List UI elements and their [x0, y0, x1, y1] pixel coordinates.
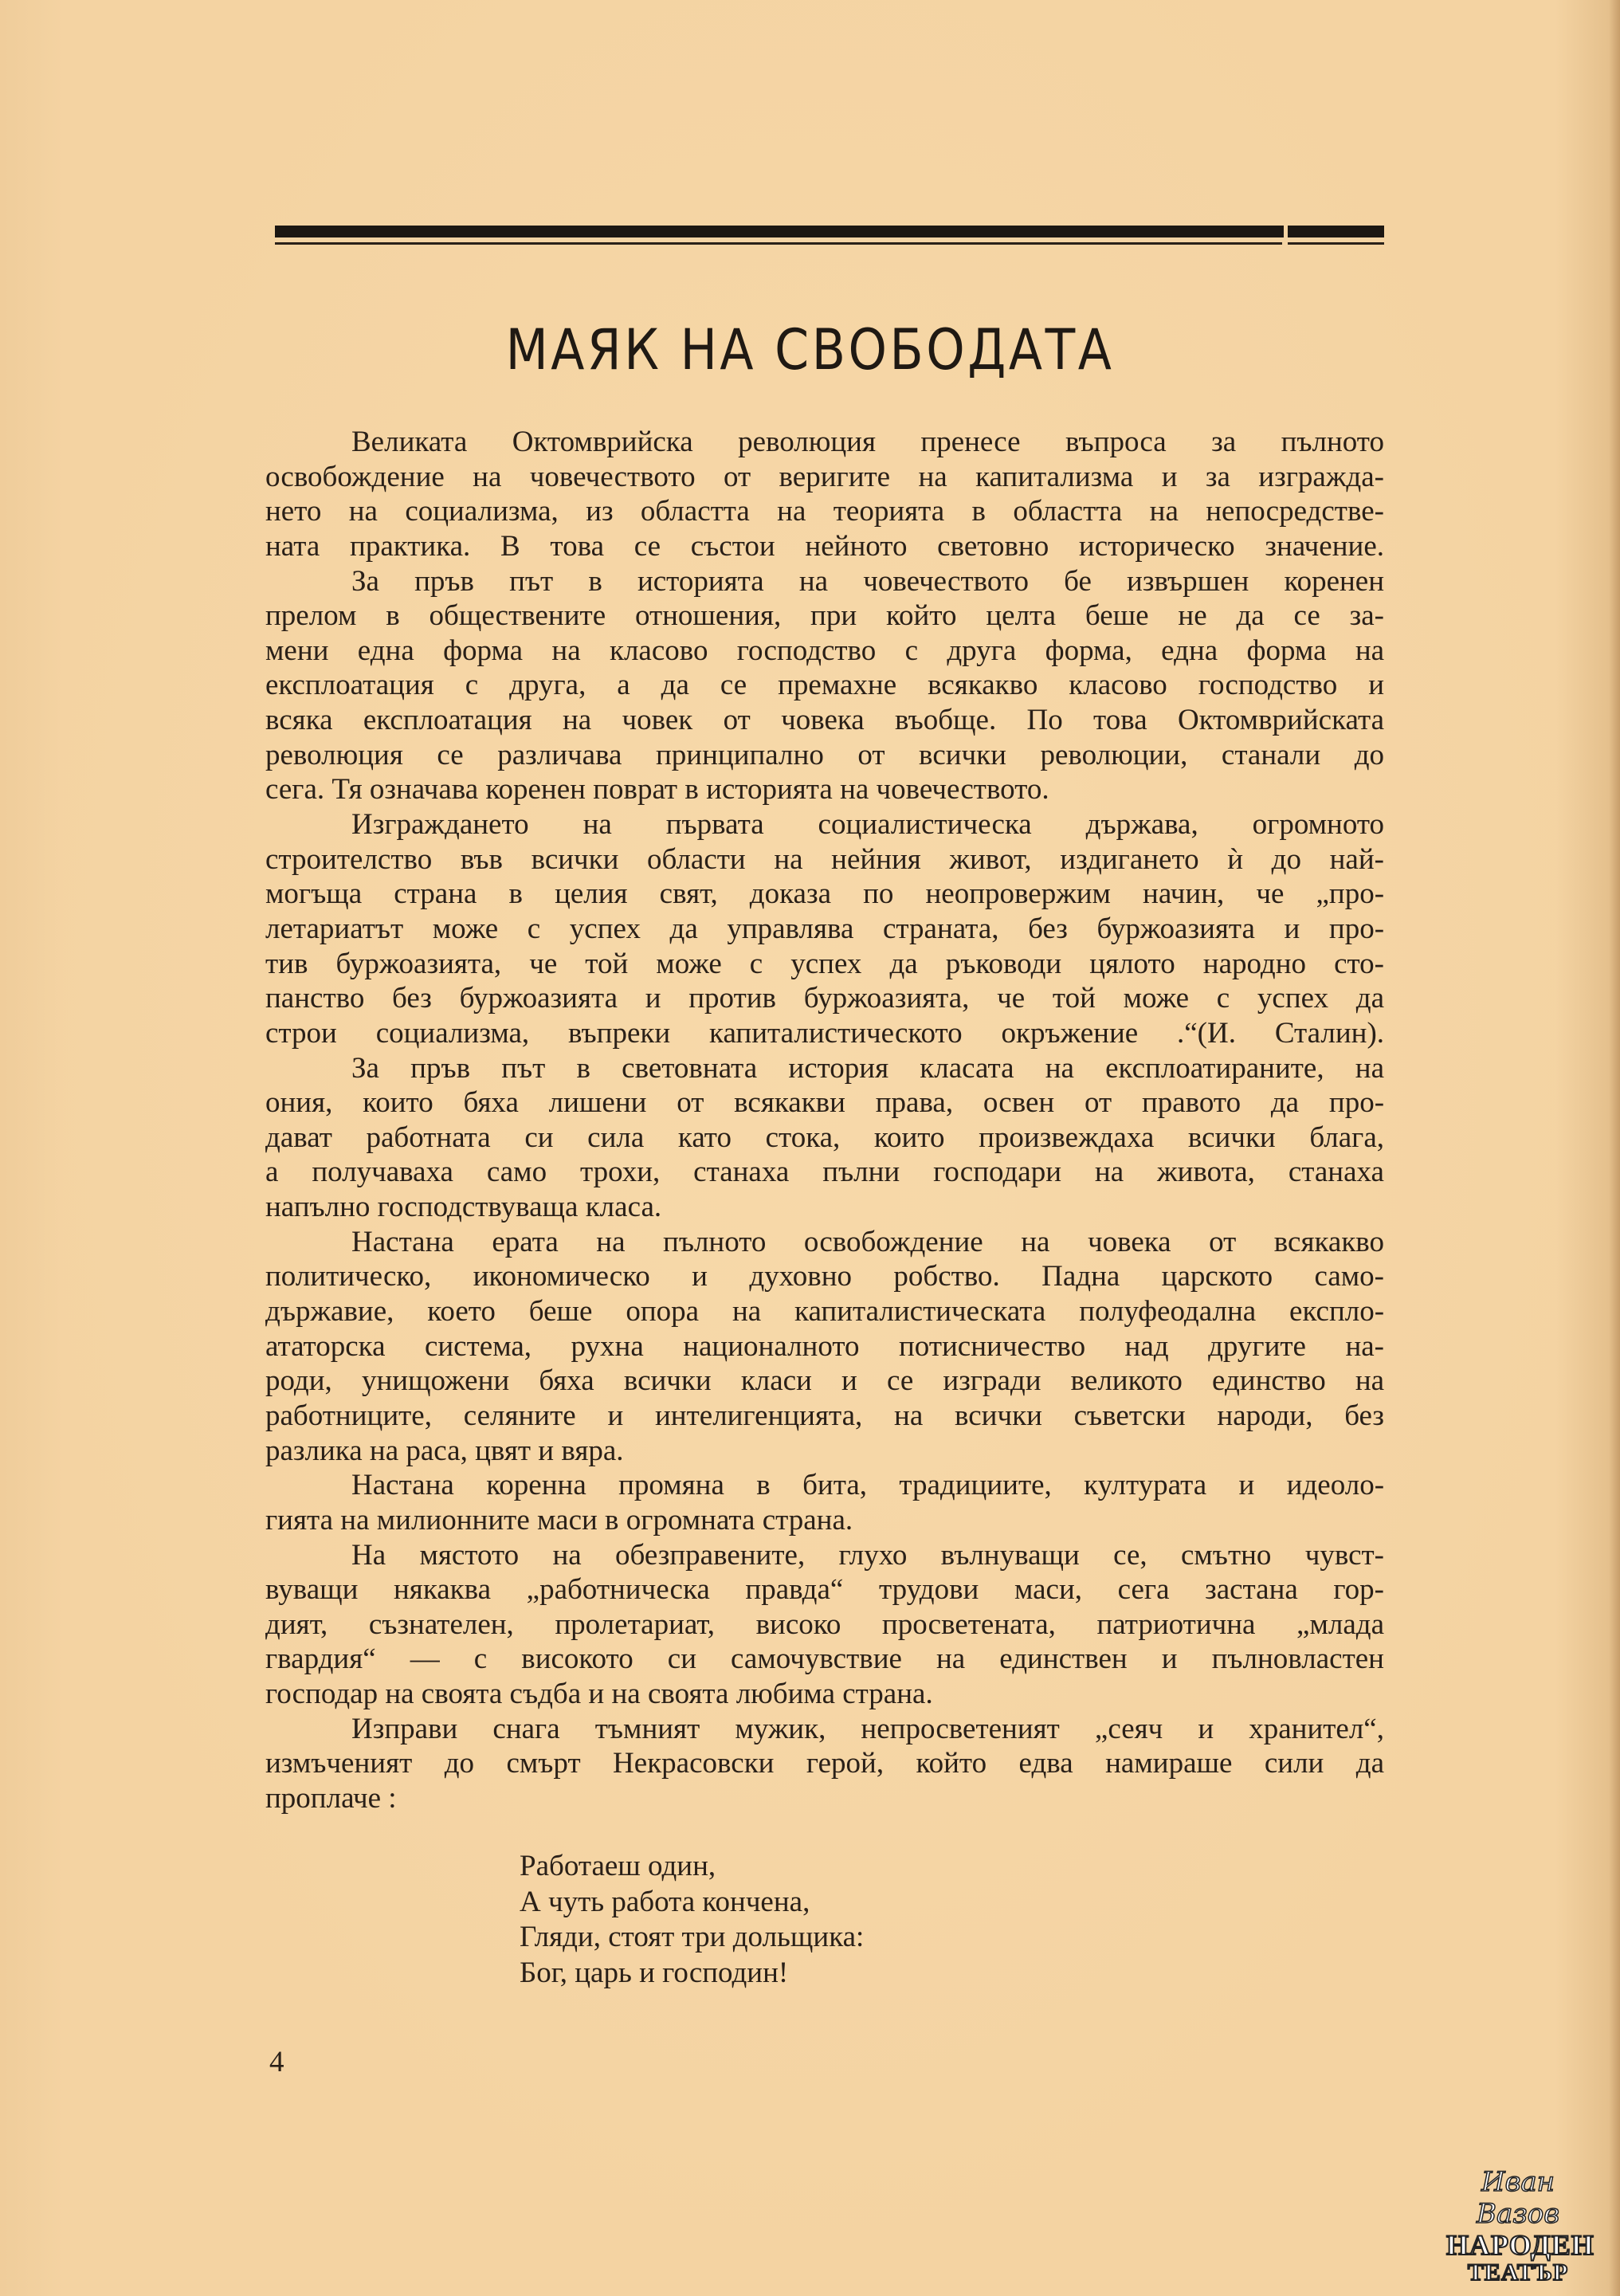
page-edge-shadow	[1609, 0, 1620, 2296]
text-line: вуващи някаква „работническа правда“ трудови маси, сега застана гор-	[265, 1573, 1385, 1607]
text-line: могъща страна в целия свят, доказа по неопровержим начин, че „про-	[265, 877, 1385, 911]
text-line: прелом в обществените отношения, при който целта беше не да се за-	[265, 599, 1384, 633]
text-line: освобождение на човечеството от веригите на капитализма и за изгражда-	[265, 460, 1384, 493]
text-line: строителство във всички области на нейния живот, издигането ѝ до най-	[265, 842, 1384, 876]
logo-line-2: ТЕАТЪР	[1467, 2259, 1569, 2286]
text-line: строи социализма, въпреки капиталистическото окръжение .“(И. Сталин).	[265, 1016, 1385, 1050]
text-line: разлика на раса, цвят и вяра.	[265, 1434, 624, 1467]
page-number: 4	[269, 2046, 284, 2078]
text-line: За пръв път в историята на човечеството бе извършен коренен	[351, 564, 1385, 598]
article-title: МАЯК НА СВОБОДАТА	[505, 317, 1115, 383]
text-line: държавие, което беше опора на капиталистическата полуфеодална експло-	[265, 1295, 1385, 1329]
text-line: панство без буржоазията и против буржоазията, че той може с успех да	[265, 982, 1385, 1015]
national-theatre-logo	[1446, 2166, 1595, 2286]
text-line: гията на милионните маси в огромната страна.	[265, 1503, 853, 1537]
text-line: ататорска система, рухна националното потисничество над другите на-	[265, 1329, 1384, 1363]
text-line: проплаче :	[265, 1781, 397, 1815]
header-rule-thin-end	[1288, 242, 1384, 245]
text-line: политическо, икономическо и духовно робство. Падна царското само-	[265, 1260, 1385, 1293]
text-line: мени една форма на класово господство с друга форма, една форма на	[265, 634, 1385, 667]
text-line: За пръв път в световната история класата на експлоатираните, на	[351, 1051, 1384, 1085]
text-line: напълно господствуваща класа.	[265, 1191, 662, 1224]
text-line: работниците, селяните и интелигенцията, на всички съветски народи, без	[265, 1399, 1385, 1432]
header-rule-thick-main	[275, 226, 1284, 237]
text-line: ония, които бяха лишени от всякакви права, освен от правото да про-	[265, 1086, 1385, 1120]
text-line: гвардия“ — с високото си самочувствие на единствен и пълновластен	[265, 1643, 1384, 1676]
text-line: Настана ерата на пълното освобождение на човека от всякакво	[351, 1225, 1385, 1258]
header-rule	[275, 226, 1384, 246]
text-line: нето на социализма, из областта на теорията в областта на непосредстве-	[265, 495, 1384, 528]
text-line: летариатът може с успех да управлява страната, без буржоазията и про-	[265, 912, 1385, 945]
text-line: измъченият до смърт Некрасовски герой, който едва намираше сили да	[265, 1747, 1385, 1780]
text-line: а получаваха само трохи, станаха пълни господари на живота, станаха	[265, 1156, 1384, 1189]
text-line: дават работната си сила като стока, които произвеждаха всички блага,	[265, 1121, 1384, 1154]
header-rule-thin-main	[275, 242, 1282, 245]
text-line: всяка експлоатация на човек от човека въобще. По това Октомврийската	[265, 704, 1384, 737]
text-line: Изграждането на първата социалистическа държава, огромното	[351, 808, 1385, 842]
text-line: Настана коренна промяна в бита, традициите, културата и идеоло-	[351, 1469, 1385, 1502]
article-body	[265, 425, 1384, 1816]
poem-line: Бог, царь и господин!	[520, 1956, 789, 1989]
poem-line: А чуть работа кончена,	[520, 1885, 810, 1918]
text-line: експлоатация с друга, а да се премахне всякакво класово господство и	[265, 669, 1384, 702]
header-rule-thick-end	[1288, 226, 1384, 237]
logo-signature: Иван Вазов	[1476, 2166, 1560, 2230]
text-line: Великата Октомврийска революция пренесе въпроса за пълното	[351, 426, 1384, 458]
text-line: Изправи снага тъмният мужик, непросветеният „сеяч и хранител“,	[351, 1712, 1384, 1745]
text-line: дият, съзнателен, пролетариат, високо просветената, патриотична „млада	[265, 1607, 1384, 1641]
logo-line-1: НАРОДЕН	[1446, 2229, 1595, 2261]
text-line: ната практика. В това се състои нейното световно историческо значение.	[265, 529, 1384, 563]
text-line: господар на своята съдба и на своята любима страна.	[265, 1678, 933, 1711]
poem-quote	[520, 1849, 864, 1991]
text-line: На мястото на обезправените, глухо вълнуващи се, смътно чувст-	[351, 1538, 1384, 1572]
poem-line: Работаеш один,	[520, 1850, 716, 1882]
text-line: сега. Тя означава коренен поврат в историята на човечеството.	[265, 773, 1049, 807]
poem-line: Гляди, стоят три дольщика:	[520, 1921, 865, 1953]
text-line: тив буржоазията, че той може с успех да ръководи цялото народно сто-	[265, 947, 1385, 980]
text-line: роди, унищожени бяха всички класи и се изгради великото единство на	[265, 1364, 1385, 1398]
text-line: революция се различава принципално от всички революции, станали до	[265, 738, 1385, 771]
